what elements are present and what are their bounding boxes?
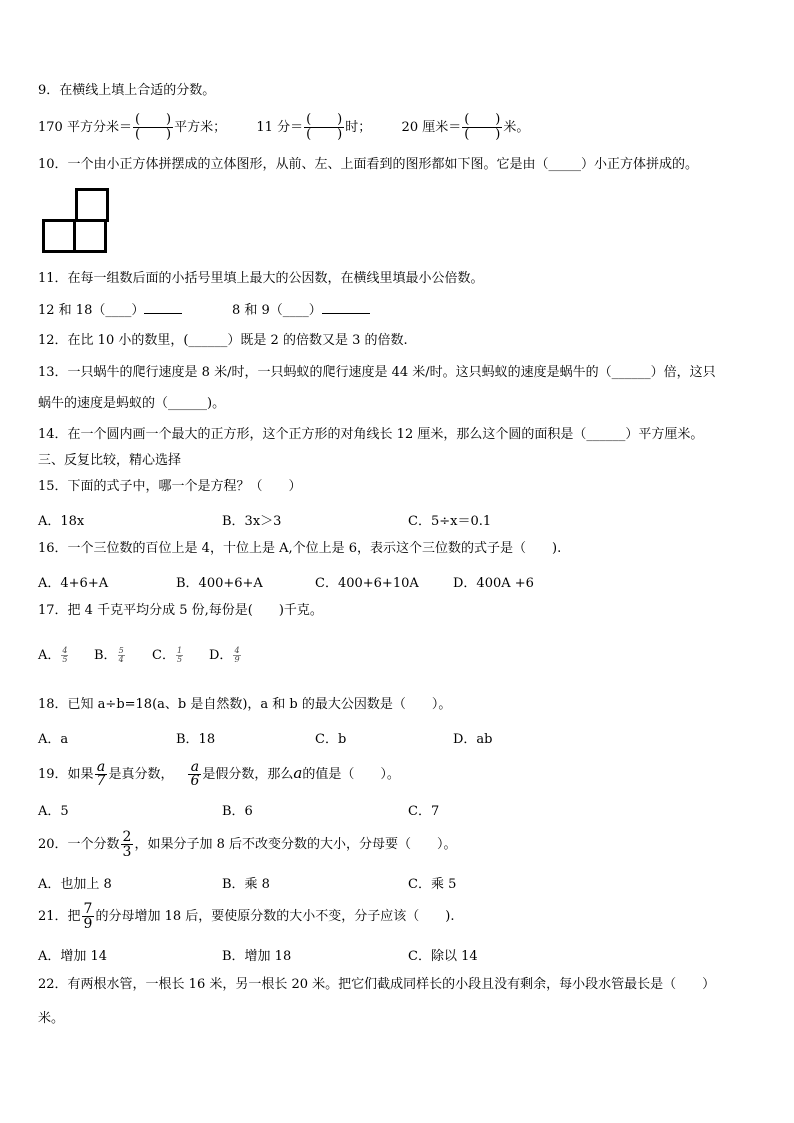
q16-option-c[interactable]: C．400+6+10A bbox=[315, 576, 419, 591]
q18-option-d[interactable]: D．ab bbox=[453, 732, 493, 747]
q14-text: 14．在一个圆内画一个最大的正方形，这个正方形的对角线长 12 厘米，那么这个圆的面积是（______）平方厘米。 bbox=[38, 427, 704, 442]
q22-line2: 米。 bbox=[38, 1011, 65, 1026]
q17-option-c-fraction: $\frac{1}{5}$ bbox=[176, 646, 183, 664]
q19-option-a[interactable]: A．5 bbox=[38, 804, 69, 819]
q17-option-b[interactable]: B． $\frac{5}{4}$ bbox=[94, 646, 124, 664]
q15-option-a[interactable]: A．18x bbox=[38, 514, 85, 529]
q9-fraction-blank-2[interactable]: $\frac{( )}{( )}$ bbox=[306, 112, 343, 142]
q9-part3-suffix: 米。 bbox=[503, 120, 530, 135]
q15-option-b[interactable]: B．3x＞3 bbox=[222, 514, 282, 529]
q9-part2-suffix: 时； bbox=[345, 120, 372, 135]
q9-fraction-blank-3[interactable]: $\frac{( )}{( )}$ bbox=[464, 112, 501, 142]
q20-fraction-2-over-3: $\frac{2}{3}$ bbox=[122, 829, 132, 860]
q20-option-a[interactable]: A．也加上 8 bbox=[38, 877, 112, 892]
q21-option-b[interactable]: B．增加 18 bbox=[222, 949, 292, 964]
figure-square-top bbox=[75, 188, 109, 222]
q16-option-d[interactable]: D．400A +6 bbox=[453, 576, 534, 591]
q18-option-b[interactable]: B．18 bbox=[176, 732, 216, 747]
q19-option-b[interactable]: B．6 bbox=[222, 804, 253, 819]
q17-option-a-fraction: $\frac{4}{5}$ bbox=[62, 646, 68, 664]
q20-option-b[interactable]: B．乘 8 bbox=[222, 877, 270, 892]
figure-square-bottom-right bbox=[73, 219, 107, 253]
q9-stem: 9．在横线上填上合适的分数。 bbox=[38, 83, 216, 98]
q22-line1: 22．有两根水管，一根长 16 米，另一根长 20 米。把它们截成同样长的小段且没有剩余，每小段水管最长是（ ） bbox=[38, 977, 716, 992]
q11-group-a-label: 12 和 18（____） bbox=[38, 303, 145, 318]
q13-line1: 13．一只蜗牛的爬行速度是 8 米/时，一只蚂蚁的爬行速度是 44 米/时。这只蚂蚁的速度是蜗牛的（______）倍，这只 bbox=[38, 365, 716, 380]
q11-group-a bbox=[38, 302, 182, 320]
q17-option-d[interactable]: D． $\frac{4}{9}$ bbox=[209, 646, 240, 664]
q9-fraction-blank-1[interactable]: $\frac{( )}{( )}$ bbox=[134, 112, 172, 142]
q17-option-d-fraction: $\frac{4}{9}$ bbox=[234, 646, 240, 664]
q9-part3-prefix: 20 厘米＝ bbox=[401, 120, 462, 135]
section-title: 三、反复比较，精心选择 bbox=[38, 453, 182, 468]
q9-answers bbox=[38, 110, 529, 146]
q19-variable-a: a bbox=[293, 764, 303, 782]
q17-option-a[interactable]: A． $\frac{4}{5}$ bbox=[38, 646, 68, 664]
q16-option-a[interactable]: A．4+6+A bbox=[38, 576, 109, 591]
q11-lcm-blank-a[interactable] bbox=[144, 313, 182, 314]
q21-option-a[interactable]: A．增加 14 bbox=[38, 949, 108, 964]
q17-option-b-fraction: $\frac{5}{4}$ bbox=[118, 646, 124, 664]
q18-option-a[interactable]: A．a bbox=[38, 732, 69, 747]
q17-text: 17．把 4 千克平均分成 5 份,每份是( )千克。 bbox=[38, 603, 323, 618]
q11-group-b-label: 8 和 9（____） bbox=[232, 303, 322, 318]
q11-group-b bbox=[232, 302, 370, 320]
q18-text: 18．已知 a÷b=18(a、b 是自然数)，a 和 b 的最大公因数是（ ）。 bbox=[38, 697, 452, 712]
q19-option-c[interactable]: C．7 bbox=[408, 804, 440, 819]
q21-text: 21．把 $\frac{7}{9}$ 的分母增加 18 后，要使原分数的大小不变，分子应该（ ). bbox=[38, 901, 455, 932]
q20-option-c[interactable]: C．乘 5 bbox=[408, 877, 457, 892]
q11-lcm-blank-b[interactable] bbox=[322, 313, 370, 314]
q13-line2: 蜗牛的速度是蚂蚁的（______)。 bbox=[38, 396, 226, 411]
q10-text: 10．一个由小正方体拼摆成的立体图形，从前、左、上面看到的图形都如下图。它是由（_____）小正方体拼成的。 bbox=[38, 157, 699, 172]
q15-text: 15．下面的式子中，哪一个是方程？（ ） bbox=[38, 479, 302, 494]
q15-option-c[interactable]: C．5÷x＝0.1 bbox=[408, 514, 492, 529]
q17-option-c[interactable]: C． $\frac{1}{5}$ bbox=[152, 646, 183, 664]
q9-part1-suffix: 平方米； bbox=[174, 120, 227, 135]
q21-fraction-7-over-9: $\frac{7}{9}$ bbox=[83, 901, 93, 932]
figure-square-bottom-left bbox=[42, 219, 76, 253]
q9-part2-prefix: 11 分＝ bbox=[256, 120, 304, 135]
q20-text: 20．一个分数 $\frac{2}{3}$ ，如果分子加 8 后不改变分数的大小，分母要（ ）。 bbox=[38, 829, 457, 860]
q21-option-c[interactable]: C．除以 14 bbox=[408, 949, 478, 964]
cube-view-figure bbox=[42, 188, 108, 254]
q16-option-b[interactable]: B．400+6+A bbox=[176, 576, 263, 591]
q19-text: 19．如果 $\frac{a}{7}$ 是真分数， $\frac{a}{6}$ 是假分数，那么a的值是（ ）。 bbox=[38, 759, 400, 789]
q19-fraction-a-over-7: $\frac{a}{7}$ bbox=[96, 759, 106, 789]
q16-text: 16．一个三位数的百位上是 4，十位上是 A,个位上是 6，表示这个三位数的式子是（ ). bbox=[38, 541, 562, 556]
q11-text: 11．在每一组数后面的小括号里填上最大的公因数，在横线里填最小公倍数。 bbox=[38, 271, 484, 286]
q18-option-c[interactable]: C．b bbox=[315, 732, 347, 747]
q19-fraction-a-over-6: $\frac{a}{6}$ bbox=[190, 759, 200, 789]
q9-part1-prefix: 170 平方分米＝ bbox=[38, 120, 132, 135]
q12-text: 12．在比 10 小的数里，(______）既是 2 的倍数又是 3 的倍数. bbox=[38, 333, 408, 348]
